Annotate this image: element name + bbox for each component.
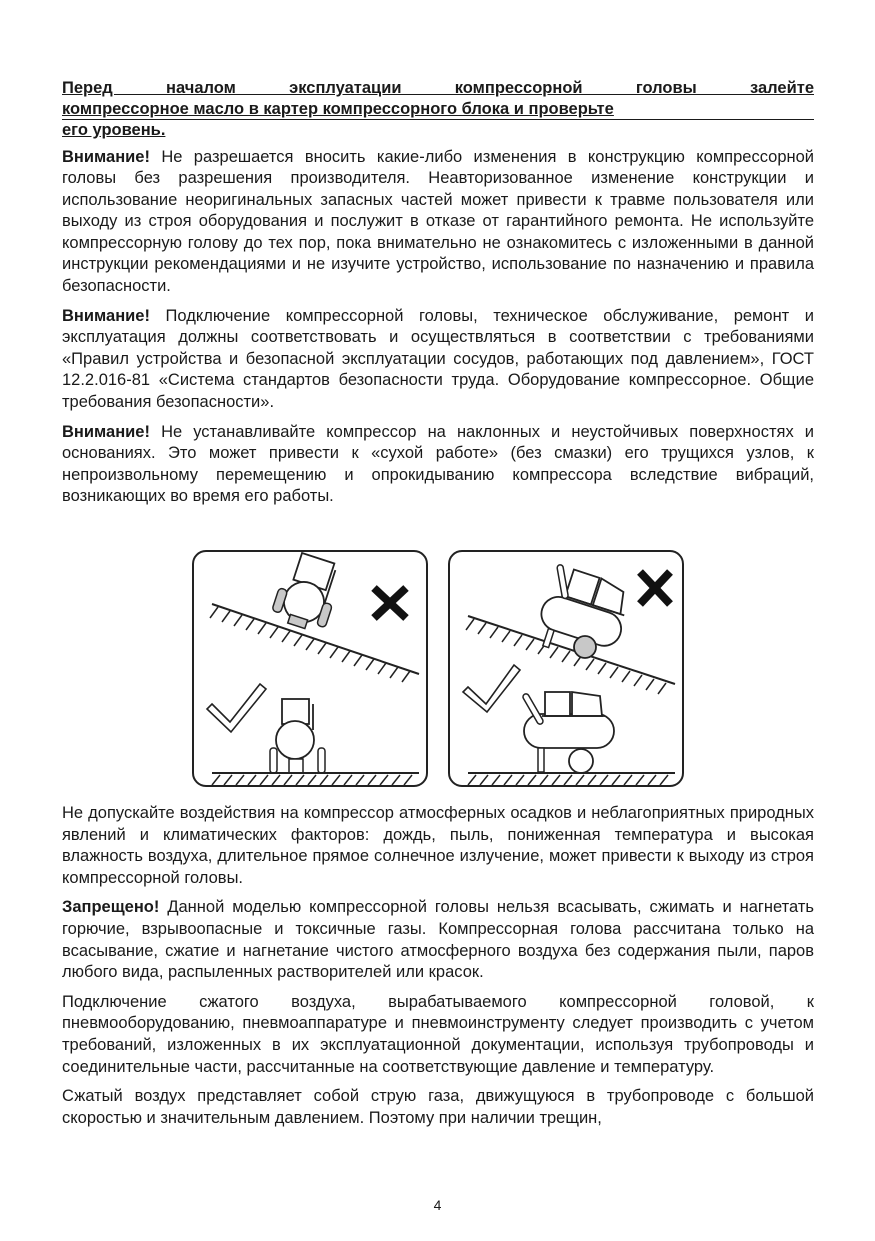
- warning-label: Внимание!: [62, 147, 150, 166]
- warning-modifications: [62, 147, 814, 298]
- paragraph-text: Данной моделью компрессорной головы нельзя всасывать, сжимать и нагнетать горючие, взрывоопасные и токсичные газы. Компрессорная голова рассчитана только на всасывание, сжатие и нагнетание чистого атмосферного воздуха без содержания пыли, паров любого вида, распыленных растворителей или красок.: [62, 898, 814, 982]
- vertical-compressor-diagram: [194, 552, 430, 789]
- heading-line-3: его уровень.: [62, 121, 166, 139]
- paragraph-compressed-air: [62, 1086, 814, 1129]
- warning-label: Внимание!: [62, 306, 150, 325]
- warning-inclined-surface: [62, 422, 814, 508]
- cross-mark-icon: [374, 588, 406, 618]
- page-number: 4: [433, 1197, 442, 1213]
- paragraph-text: Не разрешается вносить какие-либо изменения в конструкцию компрессорной головы без разрешения производителя. Неавторизованное изменение конструкции и использование неоригинальных запасных частей может привести к травме пользователя или выходу из строя оборудования и послужит в отказе от гарантийного ремонта. Не используйте компрессорную голову до тех пор, пока внимательно не ознакомитесь с изложенными в данной инструкции рекомендациями и не изучите устройство, использование по назначению и правила безопасности.: [62, 147, 814, 296]
- page-top: [62, 78, 814, 516]
- paragraph-text: Подключение сжатого воздуха, вырабатываемого компрессорной головой, к пневмооборудованию, пневмоаппаратуре и пневмоинструменту следует производить с учетом требований, изложенных в их эксплуатационной документации, используя трубопроводы и соединительные части, рассчитанные на соответствующие давление и температуру.: [62, 992, 814, 1076]
- horizontal-compressor-diagram: [450, 552, 686, 789]
- heading-line-1: Перед началом эксплуатации компрессорной головы залейте: [62, 79, 814, 97]
- section-heading: [62, 78, 814, 141]
- check-mark-icon: [463, 665, 520, 712]
- paragraph-text: Не допускайте воздействия на компрессор атмосферных осадков и неблагоприятных природных явлений и климатических факторов: дождь, пыль, пониженная температура и высокая влажность воздуха, длительное прямое солнечное излучение, может привести к выходу из строя компрессорной головы.: [62, 804, 814, 887]
- paragraph-text: Не устанавливайте компрессор на наклонных и неустойчивых поверхностях и основаниях. Это может привести к «сухой работе» (без смазки) его трущихся узлов, к непроизвольному перемещению и опрокидыванию компрессора вследствие вибраций, возникающих во время его работы.: [62, 422, 814, 506]
- paragraph-connection: [62, 992, 814, 1078]
- warning-regulations: [62, 306, 814, 414]
- panel-horizontal-compressor: [448, 550, 684, 787]
- prohibition-label: Запрещено!: [62, 898, 160, 917]
- cross-mark-icon: [640, 572, 670, 604]
- paragraph-weather: [62, 803, 814, 889]
- panel-vertical-compressor: [192, 550, 428, 787]
- paragraph-text: Подключение компрессорной головы, техническое обслуживание, ремонт и эксплуатация должны соответствовать и осуществляться в соответствии с требованиями «Правил устройства и безопасной эксплуатации сосудов, работающих под давлением», ГОСТ 12.2.016-81 «Система стандартов безопасности труда. Оборудование компрессорное. Общие требования безопасности».: [62, 306, 814, 412]
- prohibition-gases: [62, 897, 814, 983]
- paragraph-text: Сжатый воздух представляет собой струю газа, движущуюся в трубопроводе с большой скоростью и значительным давлением. Поэтому при наличии трещин,: [62, 1087, 814, 1127]
- warning-label: Внимание!: [62, 422, 150, 441]
- installation-illustration: [192, 550, 688, 790]
- heading-line-2: компрессорное масло в картер компрессорного блока и проверьте: [62, 99, 814, 121]
- page-bottom: [62, 803, 814, 1137]
- check-mark-icon: [207, 684, 266, 732]
